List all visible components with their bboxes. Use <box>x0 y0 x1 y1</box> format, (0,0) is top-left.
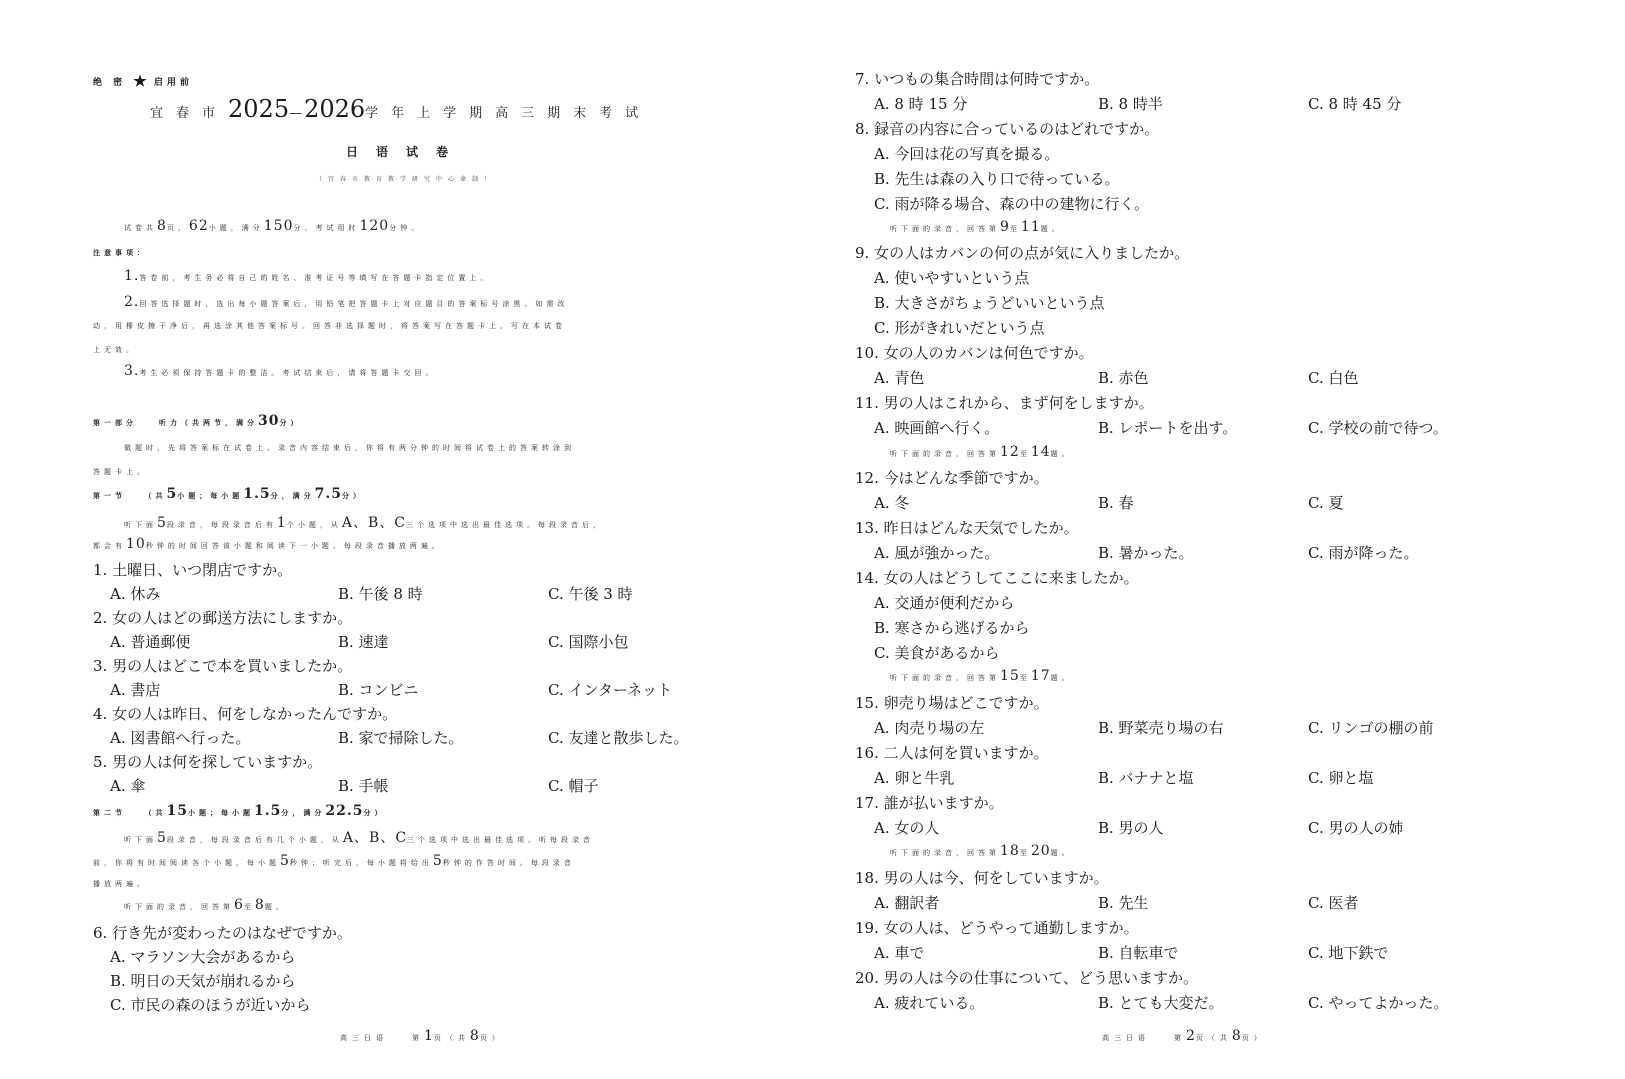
option-c: C. 夏 <box>1308 494 1344 512</box>
question-17: 17. 誰が払いますか。 <box>855 794 1004 812</box>
note-item: 2.回答选择题时，选出每小题答案后，用铅笔把答题卡上对应题目的答案标号涂黑。如需改 <box>124 294 569 310</box>
option-a: A. 図書館へ行った。 <box>110 729 251 747</box>
listen-instruction-9-11: 听下面的录音，回答第9至11题。 <box>890 219 1063 235</box>
option-c: C. 午後 3 時 <box>548 585 633 603</box>
section-one-instructions: 听下面5段录音，每段录音后有1个小题，从A、B、C三个选项中选出最佳选项。每段录音后， <box>124 515 604 531</box>
option-a: A. 青色 <box>874 369 925 387</box>
option-c: C. 医者 <box>1308 894 1359 912</box>
question-13: 13. 昨日はどんな天気でしたか。 <box>855 519 1079 537</box>
question-19: 19. 女の人は、どうやって通勤しますか。 <box>855 919 1139 937</box>
authority-line: （宜春市教育教学研究中心命制） <box>315 176 496 183</box>
option-b: B. 速達 <box>338 633 389 651</box>
section-one-heading: 第一节 （共5小题；每小题1.5分，满分7.5分） <box>93 486 364 502</box>
part-one-heading: 第一部分 听力（共两节，满分30分） <box>93 413 302 429</box>
section-two-heading: 第二节 （共15小题；每小题1.5分，满分22.5分） <box>93 803 386 819</box>
option-c: C. 形がきれいだという点 <box>874 319 1045 337</box>
option-b: B. とても大変だ。 <box>1098 994 1224 1012</box>
question-4: 4. 女の人は昨日、何をしなかったんですか。 <box>93 705 398 723</box>
question-7: 7. いつもの集合時間は何時ですか。 <box>855 70 1100 88</box>
star-icon: ★ <box>133 72 147 90</box>
question-18: 18. 男の人は今、何をしていますか。 <box>855 869 1109 887</box>
notes-title: 注意事项： <box>93 248 148 257</box>
option-b: B. レポートを出す。 <box>1098 419 1238 437</box>
option-a: A. 卵と牛乳 <box>874 769 955 787</box>
option-a: A. 8 時 15 分 <box>874 95 968 113</box>
option-b: B. 8 時半 <box>1098 95 1163 113</box>
option-c: C. 8 時 45 分 <box>1308 95 1402 113</box>
option-a: A. 傘 <box>110 777 146 795</box>
option-b: B. コンビニ <box>338 681 419 699</box>
option-b: B. 家で掃除した。 <box>338 729 464 747</box>
option-c: C. 国際小包 <box>548 633 629 651</box>
option-c: C. 帽子 <box>548 777 599 795</box>
question-10: 10. 女の人のカバンは何色ですか。 <box>855 344 1094 362</box>
option-b: B. 暑かった。 <box>1098 544 1194 562</box>
question-2: 2. 女の人はどの郵送方法にしますか。 <box>93 609 353 627</box>
option-b: B. 午後 8 時 <box>338 585 423 603</box>
option-b: B. 手帳 <box>338 777 389 795</box>
option-c: C. 学校の前で待つ。 <box>1308 419 1448 437</box>
option-c: C. 雨が降った。 <box>1308 544 1419 562</box>
question-16: 16. 二人は何を買いますか。 <box>855 744 1049 762</box>
option-b: B. 男の人 <box>1098 819 1164 837</box>
note-item-continued: 上无效。 <box>93 346 137 354</box>
section-two-instructions-cont: 前，你将有时间阅读各个小题，每小题5秒钟；听完后，每小题将给出5秒钟的作答时间。每段录音 <box>93 853 575 869</box>
option-b: B. 大きさがちょうどいいという点 <box>874 294 1105 312</box>
question-8: 8. 録音の内容に合っているのはどれですか。 <box>855 120 1160 138</box>
exam-page-2 <box>812 0 1625 1079</box>
note-item: 1.答卷前，考生务必将自己的姓名、准考证号等填写在答题卡指定位置上。 <box>124 268 492 284</box>
page-footer: 高三日语 第2页（共8页） <box>1102 1028 1266 1044</box>
option-c: C. 雨が降る場合、森の中の建物に行く。 <box>874 195 1150 213</box>
section-two-instructions-cont: 播放两遍。 <box>93 880 148 888</box>
option-a: A. 休み <box>110 585 161 603</box>
option-a: A. 交通が便利だから <box>874 594 1015 612</box>
option-a: A. マラソン大会があるから <box>110 948 296 966</box>
question-11: 11. 男の人はこれから、まず何をしますか。 <box>855 394 1154 412</box>
exam-title: 宜春市2025—2026学年上学期高三期末考试 <box>150 95 652 123</box>
option-c: C. 美食があるから <box>874 644 1000 662</box>
note-item: 3.考生必须保持答题卡的整洁。考试结束后，请将答题卡交回。 <box>124 363 437 379</box>
question-3: 3. 男の人はどこで本を買いましたか。 <box>93 657 353 675</box>
option-b: B. 先生 <box>1098 894 1149 912</box>
option-a: A. 普通郵便 <box>110 633 191 651</box>
question-14: 14. 女の人はどうしてここに来ましたか。 <box>855 569 1139 587</box>
option-b: B. 赤色 <box>1098 369 1149 387</box>
option-a: A. 冬 <box>874 494 910 512</box>
option-a: A. 映画館へ行く。 <box>874 419 1000 437</box>
option-b: B. 春 <box>1098 494 1134 512</box>
option-c: C. 地下鉄で <box>1308 944 1389 962</box>
part-one-instructions-cont: 答题卡上。 <box>93 468 148 476</box>
option-a: A. 今回は花の写真を撮る。 <box>874 145 1060 163</box>
question-5: 5. 男の人は何を探していますか。 <box>93 753 323 771</box>
option-c: C. 卵と塩 <box>1308 769 1374 787</box>
option-b: B. 先生は森の入り口で待っている。 <box>874 170 1120 188</box>
listen-instruction-12-14: 听下面的录音，回答第12至14题。 <box>890 444 1073 460</box>
option-c: C. 白色 <box>1308 369 1359 387</box>
confidential-label: 绝 密 ★ 启用前 <box>93 72 193 90</box>
option-b: B. 寒さから逃げるから <box>874 619 1030 637</box>
question-15: 15. 卵売り場はどこですか。 <box>855 694 1049 712</box>
option-c: C. 友達と散歩した。 <box>548 729 689 747</box>
question-20: 20. 男の人は今の仕事について、どう思いますか。 <box>855 969 1199 987</box>
option-c: C. 市民の森のほうが近いから <box>110 996 311 1014</box>
option-b: B. 野菜売り場の右 <box>1098 719 1224 737</box>
option-c: C. リンゴの棚の前 <box>1308 719 1434 737</box>
listen-instruction-18-20: 听下面的录音，回答第18至20题。 <box>890 843 1073 859</box>
question-12: 12. 今はどんな季節ですか。 <box>855 469 1049 487</box>
listen-instruction-6-8: 听下面的录音，回答第6至8题。 <box>124 897 287 913</box>
question-9: 9. 女の人はカバンの何の点が気に入りましたか。 <box>855 244 1190 262</box>
option-b: B. 明日の天気が崩れるから <box>110 972 296 990</box>
note-item-continued: 动，用橡皮擦干净后，再选涂其他答案标号。回答非选择题时，将答案写在答题卡上。写在本试卷 <box>93 322 566 330</box>
question-1: 1. 土曜日、いつ閉店ですか。 <box>93 561 293 579</box>
option-a: A. 風が強かった。 <box>874 544 1000 562</box>
option-c: C. インターネット <box>548 681 673 699</box>
option-a: A. 肉売り場の左 <box>874 719 985 737</box>
option-a: A. 書店 <box>110 681 161 699</box>
question-6: 6. 行き先が変わったのはなぜですか。 <box>93 924 352 942</box>
part-one-instructions: 做题时，先将答案标在试卷上。录音内容结束后，你将有两分钟的时间将试卷上的答案转涂到 <box>124 444 575 452</box>
exam-page-1 <box>0 0 812 1079</box>
option-c: C. やってよかった。 <box>1308 994 1449 1012</box>
option-c: C. 男の人の姉 <box>1308 819 1404 837</box>
section-one-instructions-cont: 都会有10秒钟的时间回答该小题和阅读下一小题。每段录音播放两遍。 <box>93 536 443 552</box>
option-b: B. 自転車で <box>1098 944 1179 962</box>
subject-title: 日语试卷 <box>345 145 466 159</box>
option-a: A. 女の人 <box>874 819 940 837</box>
option-b: B. バナナと塩 <box>1098 769 1194 787</box>
option-a: A. 使いやすいという点 <box>874 269 1030 287</box>
option-a: A. 翻訳者 <box>874 894 940 912</box>
exam-summary: 试卷共8页，62小题，满分150分。考试用时120分钟。 <box>124 218 423 234</box>
option-a: A. 車で <box>874 944 925 962</box>
option-a: A. 疲れている。 <box>874 994 985 1012</box>
page-footer: 高三日语 第1页（共8页） <box>340 1028 504 1044</box>
listen-instruction-15-17: 听下面的录音，回答第15至17题。 <box>890 668 1073 684</box>
section-two-instructions: 听下面5段录音，每段录音后有几个小题，从A、B、C三个选项中选出最佳选项。听每段录音 <box>124 830 595 846</box>
